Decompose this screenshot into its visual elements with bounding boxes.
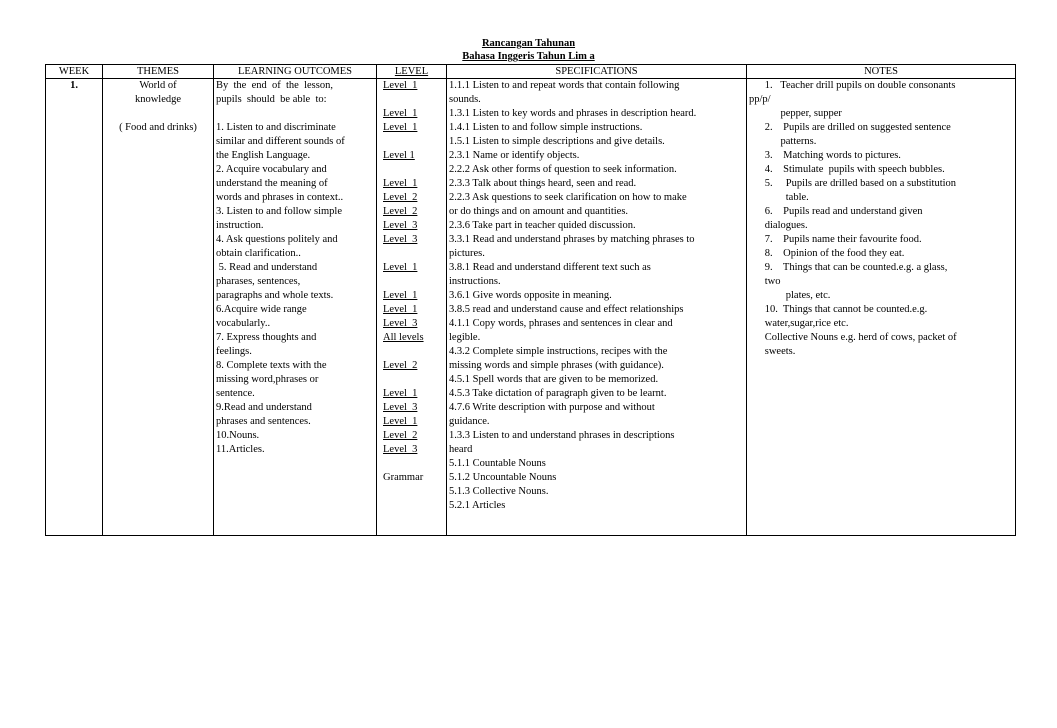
- cell-line: paragraphs and whole texts.: [216, 290, 334, 301]
- cell-line: Level 1: [383, 262, 418, 273]
- cell-line: [379, 457, 444, 471]
- cell-line: [379, 345, 444, 359]
- cell-line: 8. Complete texts with the: [216, 360, 327, 371]
- cell-line: Level 1: [383, 178, 418, 189]
- column-header-learning-outcomes: LEARNING OUTCOMES: [214, 65, 377, 79]
- cell-line: 6.Acquire wide range: [216, 304, 307, 315]
- cell-line: patterns.: [749, 136, 817, 147]
- cell-line: Level 3: [383, 234, 418, 245]
- cell-line: 3.3.1 Read and understand phrases by matching phrases to: [449, 234, 695, 245]
- cell-line: two: [749, 276, 781, 287]
- cell-line: water,sugar,rice etc.: [749, 318, 849, 329]
- cell-line: understand the meaning of: [216, 178, 328, 189]
- cell-line: 2. Pupils are drilled on suggested sentence: [749, 122, 951, 133]
- cell-line: instructions.: [449, 276, 501, 287]
- column-header-week: WEEK: [46, 65, 103, 79]
- cell-line: Level 1: [383, 150, 415, 161]
- cell-line: guidance.: [449, 416, 490, 427]
- cell-line: 1.4.1 Listen to and follow simple instructions.: [449, 122, 643, 133]
- cell-line: 2.2.3 Ask questions to seek clarification on how to make: [449, 192, 687, 203]
- cell-line: 5. Pupils are drilled based on a substitution: [749, 178, 957, 189]
- cell-line: missing words and simple phrases (with guidance).: [449, 360, 664, 371]
- cell-line: Level 2: [383, 360, 418, 371]
- specifications-cell: [447, 79, 747, 536]
- cell-line: plates, etc.: [749, 290, 831, 301]
- cell-line: 7. Express thoughts and: [216, 332, 317, 343]
- cell-line: sounds.: [449, 94, 481, 105]
- yearly-plan-table: [45, 64, 1016, 536]
- cell-line: 3.6.1 Give words opposite in meaning.: [449, 290, 612, 301]
- cell-line: Level 3: [383, 318, 418, 329]
- cell-line: 1.5.1 Listen to simple descriptions and give details.: [449, 136, 665, 147]
- cell-line: sweets.: [749, 346, 796, 357]
- cell-line: 8. Opinion of the food they eat.: [749, 248, 905, 259]
- level-cell: [377, 79, 447, 536]
- cell-line: Collective Nouns e.g. herd of cows, packet of: [749, 332, 957, 343]
- cell-line: vocabularly..: [216, 318, 271, 329]
- cell-line: missing word,phrases or: [216, 374, 319, 385]
- cell-line: 4.7.6 Write description with purpose and without: [449, 402, 655, 413]
- cell-line: 3. Listen to and follow simple: [216, 206, 342, 217]
- cell-line: 7. Pupils name their favourite food.: [749, 234, 922, 245]
- column-header-specifications: SPECIFICATIONS: [447, 65, 747, 79]
- cell-line: similar and different sounds of: [216, 136, 345, 147]
- cell-line: pictures.: [449, 248, 485, 259]
- cell-line: pp/p/: [749, 94, 771, 105]
- cell-line: 10.Nouns.: [216, 430, 260, 441]
- cell-line: [379, 135, 444, 149]
- cell-line: obtain clarification..: [216, 248, 301, 259]
- cell-line: 2. Acquire vocabulary and: [216, 164, 327, 175]
- cell-line: dialogues.: [749, 220, 808, 231]
- cell-line: table.: [749, 192, 809, 203]
- cell-line: Level 2: [383, 192, 418, 203]
- cell-line: [379, 93, 444, 107]
- cell-line: Level 1: [383, 108, 418, 119]
- cell-line: knowledge: [134, 94, 182, 105]
- cell-line: Level 1: [383, 122, 418, 133]
- cell-line: heard: [449, 444, 473, 455]
- cell-line: 2.2.2 Ask other forms of question to seek information.: [449, 164, 677, 175]
- cell-line: instruction.: [216, 220, 264, 231]
- cell-line: pepper, supper: [749, 108, 842, 119]
- cell-line: [379, 247, 444, 261]
- cell-line: Level 2: [383, 206, 418, 217]
- column-header-themes: THEMES: [103, 65, 214, 79]
- cell-line: Level 3: [383, 444, 418, 455]
- cell-line: 3. Matching words to pictures.: [749, 150, 901, 161]
- cell-line: Level 1: [383, 416, 418, 427]
- cell-line: words and phrases in context..: [216, 192, 344, 203]
- cell-line: 4.1.1 Copy words, phrases and sentences in clear and: [449, 318, 673, 329]
- cell-line: ( Food and drinks): [119, 122, 197, 133]
- cell-line: By the end of the lesson,: [216, 80, 333, 91]
- cell-line: pupils should be able to:: [216, 94, 327, 105]
- cell-line: 11.Articles.: [216, 444, 265, 455]
- cell-line: 4. Ask questions politely and: [216, 234, 338, 245]
- cell-line: 9. Things that can be counted.e.g. a glass,: [749, 262, 948, 273]
- cell-line: [379, 163, 444, 177]
- week-cell: 1.: [46, 79, 103, 536]
- cell-line: 6. Pupils read and understand given: [749, 206, 923, 217]
- cell-line: Grammar: [383, 472, 424, 483]
- cell-line: [105, 107, 211, 121]
- cell-line: 4.3.2 Complete simple instructions, recipes with the: [449, 346, 668, 357]
- cell-line: Level 1: [383, 80, 418, 91]
- cell-line: 5. Read and understand: [216, 262, 318, 273]
- cell-line: 1.1.1 Listen to and repeat words that contain following: [449, 80, 680, 91]
- cell-line: 1. Listen to and discriminate: [216, 122, 336, 133]
- cell-line: 1. Teacher drill pupils on double consonants: [749, 80, 956, 91]
- page-title: Rancangan Tahunan: [481, 38, 576, 49]
- table-header-row: [46, 65, 1016, 79]
- cell-line: legible.: [449, 332, 481, 343]
- cell-line: 5.2.1 Articles: [449, 500, 506, 511]
- cell-line: Level 1: [383, 290, 418, 301]
- cell-line: pharases, sentences,: [216, 276, 301, 287]
- notes-cell: [747, 79, 1016, 536]
- cell-line: World of: [139, 80, 177, 91]
- cell-line: 3.8.1 Read and understand different text such as: [449, 262, 651, 273]
- cell-line: [216, 107, 374, 121]
- cell-line: 3.8.5 read and understand cause and effect relationships: [449, 304, 684, 315]
- cell-line: 5.1.3 Collective Nouns.: [449, 486, 549, 497]
- themes-cell: [103, 79, 214, 536]
- cell-line: 1.3.1 Listen to key words and phrases in description heard.: [449, 108, 697, 119]
- cell-line: Level 1: [383, 388, 418, 399]
- page-subtitle: Bahasa Inggeris Tahun Lim a: [462, 51, 595, 62]
- cell-line: 9.Read and understand: [216, 402, 312, 413]
- table-row: [46, 79, 1016, 536]
- cell-line: Level 3: [383, 220, 418, 231]
- cell-line: 2.3.3 Talk about things heard, seen and read.: [449, 178, 637, 189]
- cell-line: 4.5.1 Spell words that are given to be memorized.: [449, 374, 659, 385]
- cell-line: 5.1.2 Uncountable Nouns: [449, 472, 557, 483]
- cell-line: [379, 275, 444, 289]
- cell-line: Level 1: [383, 304, 418, 315]
- cell-line: Level 2: [383, 430, 418, 441]
- cell-line: 5.1.1 Countable Nouns: [449, 458, 546, 469]
- cell-line: All levels: [383, 332, 424, 343]
- cell-line: 10. Things that cannot be counted.e.g.: [749, 304, 928, 315]
- cell-line: 2.3.6 Take part in teacher quided discussion.: [449, 220, 636, 231]
- cell-line: or do things and on amount and quantities.: [449, 206, 629, 217]
- cell-line: 4.5.3 Take dictation of paragraph given to be learnt.: [449, 388, 667, 399]
- cell-line: 2.3.1 Name or identify objects.: [449, 150, 580, 161]
- cell-line: the English Language.: [216, 150, 311, 161]
- cell-line: feelings.: [216, 346, 252, 357]
- cell-line: 4. Stimulate pupils with speech bubbles.: [749, 164, 945, 175]
- column-header-notes: NOTES: [747, 65, 1016, 79]
- cell-line: phrases and sentences.: [216, 416, 311, 427]
- cell-line: Level 3: [383, 402, 418, 413]
- learning-outcomes-cell: [214, 79, 377, 536]
- cell-line: sentence.: [216, 388, 255, 399]
- cell-line: 1.3.3 Listen to and understand phrases in descriptions: [449, 430, 675, 441]
- column-header-level: LEVEL: [377, 65, 447, 79]
- cell-line: [379, 373, 444, 387]
